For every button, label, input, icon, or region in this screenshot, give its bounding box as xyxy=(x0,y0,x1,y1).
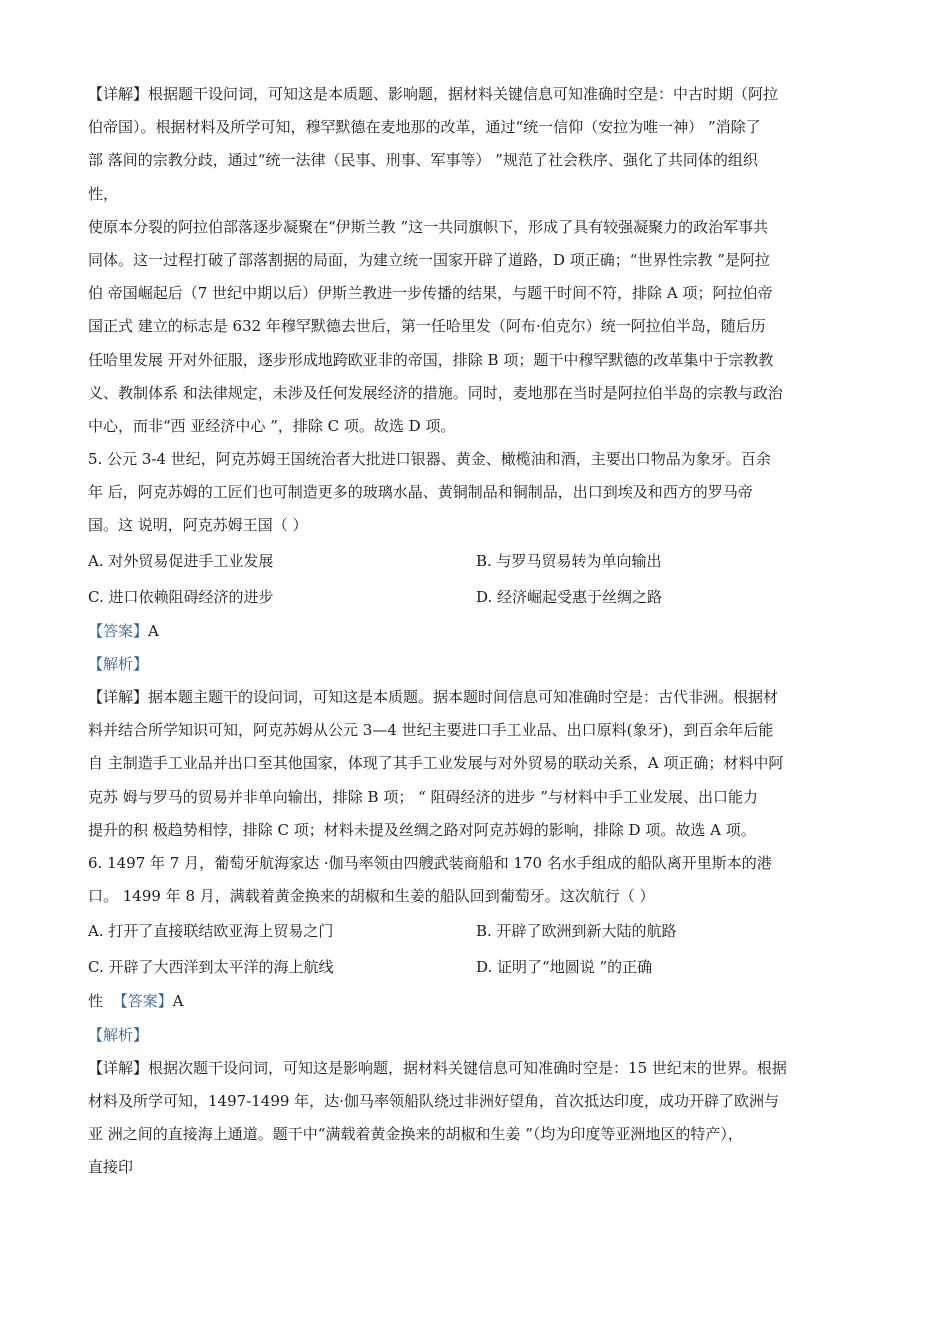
q6-analysis xyxy=(88,1019,874,1052)
q6-option-b[interactable]: B. 开辟了欧洲到新大陆的航路 xyxy=(476,922,677,941)
q6-detail-line-4: 直接印 xyxy=(88,1158,134,1177)
answer-tag: 【答案】 xyxy=(88,621,149,640)
detail-tag: 【详解】 xyxy=(88,85,149,103)
answer-value: A xyxy=(172,992,184,1011)
q5-detail-line-4: 克苏 姆与罗马的贸易并非单向输出，排除 B 项； “ 阻碍经济的进步 ”与材料中手工业发展、出口能力 xyxy=(88,787,758,806)
q5-answer xyxy=(88,615,874,648)
q6-option-d[interactable]: D. 证明了“地圆说 ”的正确 xyxy=(476,958,653,977)
q4-detail-line-7: 伯 帝国崛起后（7 世纪中期以后）伊斯兰教进一步传播的结果，与题干时间不符，排除 A 项；阿拉伯帝 xyxy=(88,284,773,303)
q5-detail-line-1 xyxy=(88,681,874,714)
q5-detail-line-3: 自 主制造手工业品并出口至其他国家，体现了其手工业发展与对外贸易的联动关系，A 项正确；材料中阿 xyxy=(88,754,784,773)
q4-detail-line-6: 同体。这一过程打破了部落割据的局面，为建立统一国家开辟了道路，D 项正确；“世界性宗教 ”是阿拉 xyxy=(88,250,770,269)
q6-detail-line-2: 材料及所学可知，1497-1499 年，达·伽马率领船队绕过非洲好望角，首次抵达印度，成功开辟了欧洲与 xyxy=(88,1091,779,1110)
q4-detail-line-11: 中心，而非“西 亚经济中心 ”，排除 C 项。故选 D 项。 xyxy=(88,416,456,435)
q5-detail-line-2: 料并结合所学知识可知，阿克苏姆从公元 3—4 世纪主要进口手工业品、出口原料(象牙)，到百余年后能 xyxy=(88,721,774,740)
q6-stem-line-2: 口。 1499 年 8 月，满载着黄金换来的胡椒和生姜的船队回到葡萄牙。这次航行（ ） xyxy=(88,887,655,906)
q5-detail-line-5: 提升的积 极趋势相悖，排除 C 项；材料未提及丝绸之路对阿克苏姆的影响，排除 D 项。故选 A 项。 xyxy=(88,820,756,839)
q5-option-d[interactable]: D. 经济崛起受惠于丝绸之路 xyxy=(476,587,663,606)
q6-detail-text: 根据次题干设问词，可知这是影响题，据材料关键信息可知准确时空是：15 世纪末的世界。根据 xyxy=(148,1058,787,1077)
q4-detail-line-10: 义、教制体系 和法律规定，未涉及任何发展经济的措施。同时，麦地那在当时是阿拉伯半岛的宗教与政治 xyxy=(88,383,783,402)
q5-option-b[interactable]: B. 与罗马贸易转为单向输出 xyxy=(476,551,662,570)
q5-options-row-1 xyxy=(88,543,874,579)
detail-tag: 【详解】 xyxy=(88,688,149,706)
q5-option-c[interactable]: C. 进口依赖阻碍经济的进步 xyxy=(88,587,274,606)
q5-detail-text: 据本题主题干的设问词，可知这是本质题。据本题时间信息可知准确时空是：古代非洲。根据材 xyxy=(148,688,779,706)
q4-detail-line-9: 任哈里发展 开对外征服，逐步形成地跨欧亚非的帝国，排除 B 项；题干中穆罕默德的改革集中于宗教教 xyxy=(88,350,774,369)
analysis-tag: 【解析】 xyxy=(88,1025,149,1044)
analysis-tag: 【解析】 xyxy=(88,654,149,673)
detail-tag: 【详解】 xyxy=(88,1058,149,1077)
q6-options-row-1 xyxy=(88,913,874,949)
q6-detail-line-1 xyxy=(88,1052,874,1085)
q4-detail-line-3: 部 落间的宗教分歧，通过“统一法律（民事、刑事、军事等） ”规范了社会秩序、强化了共同体的组织 xyxy=(88,151,758,170)
q4-detail-line-1 xyxy=(88,78,874,111)
q5-analysis xyxy=(88,648,874,681)
q6-answer xyxy=(88,985,874,1018)
answer-tag: 【答案】 xyxy=(112,992,173,1011)
q6-stem-line-1: 6. 1497 年 7 月，葡萄牙航海家达 ·伽马率领由四艘武装商船和 170 名水手组成的船队离开里斯本的港 xyxy=(88,853,772,872)
q5-stem-line-1: 5. 公元 3-4 世纪，阿克苏姆王国统治者大批进口银器、黄金、橄榄油和酒，主要出口物品为象牙。百余 xyxy=(88,450,771,469)
q4-detail-line-2: 伯帝国）。根据材料及所学可知，穆罕默德在麦地那的改革，通过“统一信仰（安拉为唯一神） ”消除了 xyxy=(88,118,761,137)
q6-option-c[interactable]: C. 开辟了大西洋到太平洋的海上航线 xyxy=(88,958,334,977)
q5-options-row-2 xyxy=(88,579,874,615)
q4-detail-text: 根据题干设问词，可知这是本质题、影响题，据材料关键信息可知准确时空是：中古时期（阿拉 xyxy=(148,85,779,103)
q5-stem-line-2: 年 后，阿克苏姆的工匠们也可制造更多的玻璃水晶、黄铜制品和铜制品，出口到埃及和西方的罗马帝 xyxy=(88,483,753,502)
answer-value: A xyxy=(148,621,159,640)
q6-options-row-2 xyxy=(88,949,874,985)
document-page xyxy=(88,78,874,1184)
q6-detail-line-3: 亚 洲之间的直接海上通道。题干中“满载着黄金换来的胡椒和生姜 ”（均为印度等亚洲地区的特产）， xyxy=(88,1125,743,1144)
q4-detail-line-4: 性， xyxy=(88,184,119,203)
q5-stem-line-3: 国。这 说明，阿克苏姆王国（ ） xyxy=(88,516,308,535)
q5-option-a[interactable]: A. 对外贸易促进手工业发展 xyxy=(88,551,274,570)
q6-option-a[interactable]: A. 打开了直接联结欧亚海上贸易之门 xyxy=(88,922,334,941)
q4-detail-line-8: 国正式 建立的标志是 632 年穆罕默德去世后，第一任哈里发（阿布·伯克尔）统一阿拉伯半岛，随后历 xyxy=(88,317,766,336)
q6-option-d-tail: 性 xyxy=(88,992,104,1011)
q4-detail-line-5: 使原本分裂的阿拉伯部落逐步凝聚在“伊斯兰教 ”这一共同旗帜下，形成了具有较强凝聚力的政治军事共 xyxy=(88,217,769,236)
